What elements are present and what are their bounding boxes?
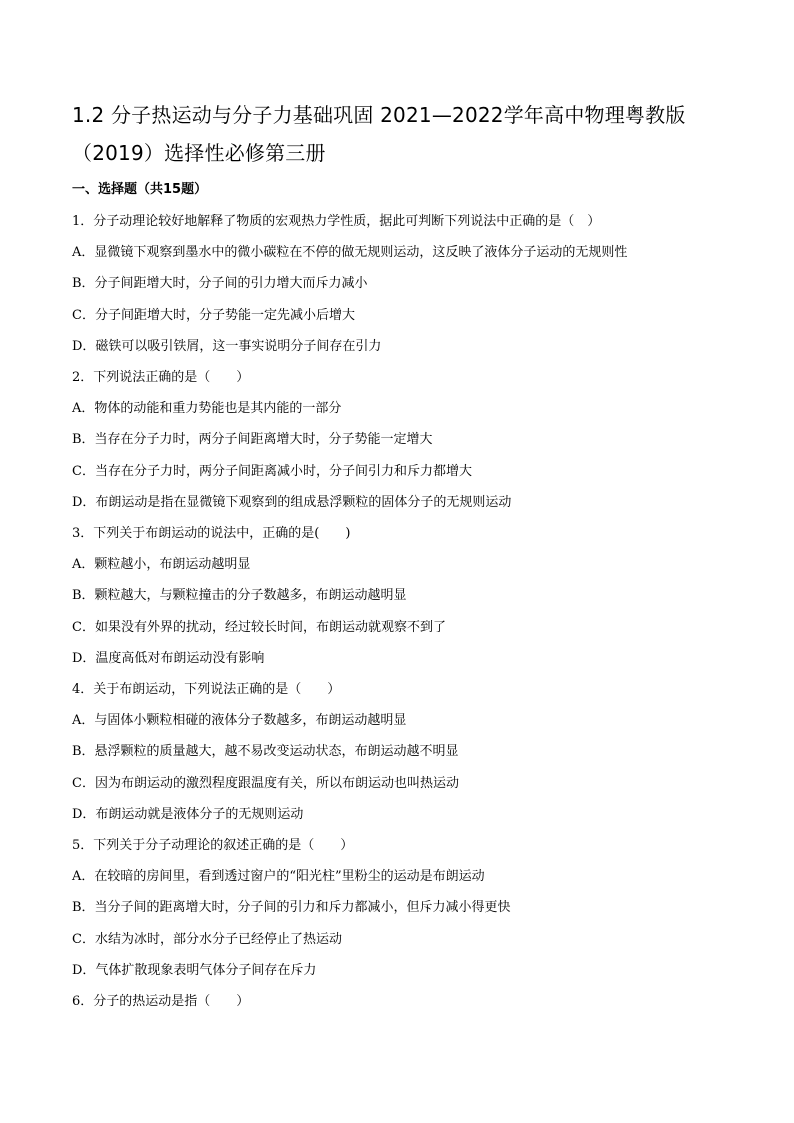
option-d: D．温度高低对布朗运动没有影响 [72,650,265,666]
option-c: C．水结为冰时，部分水分子已经停止了热运动 [72,931,342,947]
question-4 [72,674,722,830]
document-page [72,96,722,1017]
document-title [72,96,722,172]
option-c: C．因为布朗运动的激烈程度跟温度有关，所以布朗运动也叫热运动 [72,775,459,791]
option-c: C．分子间距增大时，分子势能一定先减小后增大 [72,307,355,323]
question-stem: 6．分子的热运动是指（ ） [72,994,250,1010]
option-d: D．布朗运动就是液体分子的无规则运动 [72,806,304,822]
question-5 [72,830,722,986]
title-line-2: （2019）选择性必修第三册 [72,141,326,165]
option-a: A．显微镜下观察到墨水中的微小碳粒在不停的做无规则运动，这反映了液体分子运动的无规则性 [72,245,628,261]
question-stem: 1．分子动理论较好地解释了物质的宏观热力学性质，据此可判断下列说法中正确的是（ ） [72,214,601,229]
option-b: B．当分子间的距离增大时，分子间的引力和斥力都减小，但斥力减小得更快 [72,900,511,916]
question-stem: 5．下列关于分子动理论的叙述正确的是（ ） [72,838,354,854]
question-stem: 2．下列说法正确的是（ ） [72,370,250,386]
option-d: D．布朗运动是指在显微镜下观察到的组成悬浮颗粒的固体分子的无规则运动 [72,494,512,510]
title-line-1: 1.2 分子热运动与分子力基础巩固 2021—2022学年高中物理粤教版 [72,103,686,127]
section-heading: 一、选择题（共15题） [72,182,208,197]
question-6 [72,986,722,1017]
option-b: B．悬浮颗粒的质量越大，越不易改变运动状态，布朗运动越不明显 [72,744,459,760]
question-stem: 3．下列关于布朗运动的说法中，正确的是( ) [72,526,351,542]
option-a: A．在较暗的房间里，看到透过窗户的“阳光柱”里粉尘的运动是布朗运动 [72,869,485,885]
option-a: A．与固体小颗粒相碰的液体分子数越多，布朗运动越明显 [72,713,407,729]
question-3 [72,518,722,674]
option-a: A．颗粒越小，布朗运动越明显 [72,557,251,573]
question-1 [72,206,722,362]
option-b: B．当存在分子力时，两分子间距离增大时，分子势能一定增大 [72,432,433,448]
option-d: D．磁铁可以吸引铁屑，这一事实说明分子间存在引力 [72,338,382,354]
question-stem: 4．关于布朗运动，下列说法正确的是（ ） [72,682,341,698]
option-c: C．当存在分子力时，两分子间距离减小时，分子间引力和斥力都增大 [72,463,472,479]
question-2 [72,362,722,518]
option-b: B．分子间距增大时，分子间的引力增大而斥力减小 [72,276,368,292]
option-b: B．颗粒越大，与颗粒撞击的分子数越多，布朗运动越明显 [72,588,407,604]
option-c: C．如果没有外界的扰动，经过较长时间，布朗运动就观察不到了 [72,619,446,635]
option-d: D．气体扩散现象表明气体分子间存在斥力 [72,962,317,978]
option-a: A．物体的动能和重力势能也是其内能的一部分 [72,401,342,417]
